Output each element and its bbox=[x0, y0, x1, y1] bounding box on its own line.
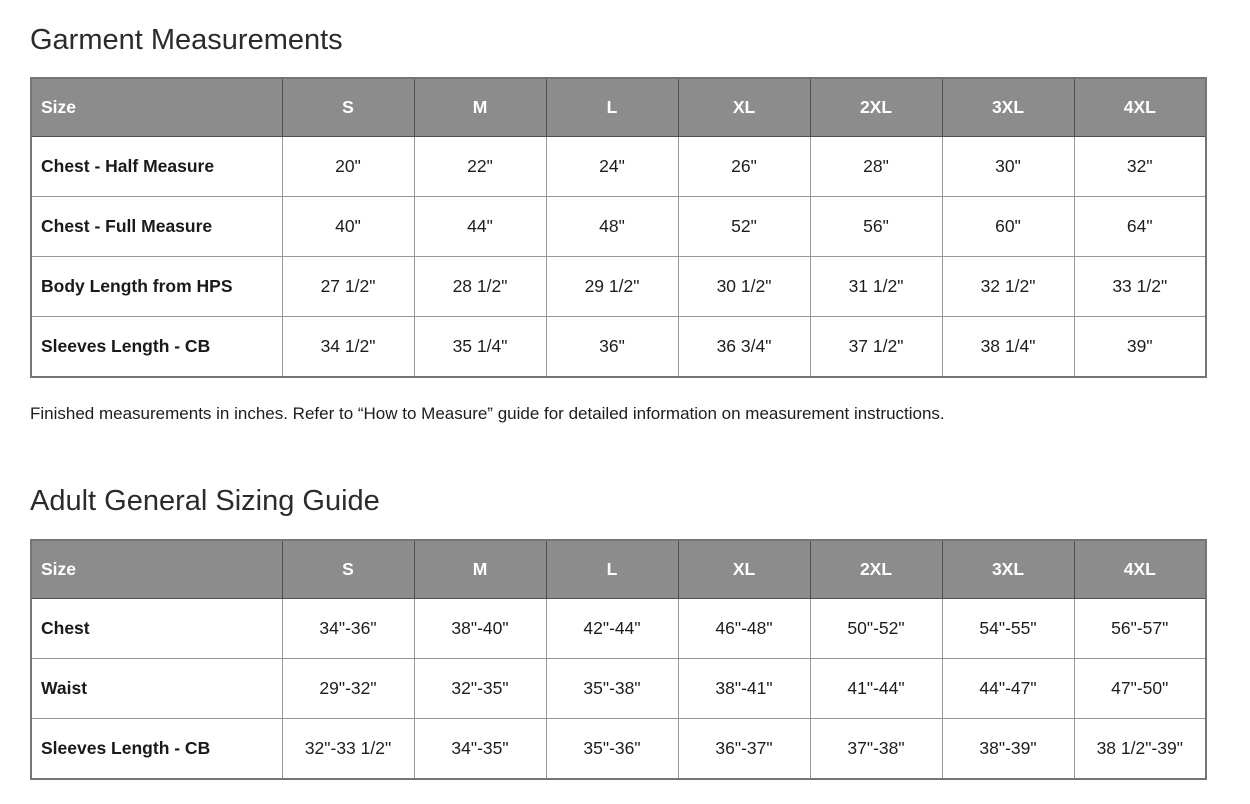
table-cell: 44" bbox=[414, 197, 546, 257]
table-cell: 64" bbox=[1074, 197, 1206, 257]
table-cell: 24" bbox=[546, 137, 678, 197]
table-cell: 50"-52" bbox=[810, 598, 942, 658]
table-row-chest bbox=[31, 598, 1206, 658]
column-header-s: S bbox=[282, 540, 414, 599]
row-label: Chest - Half Measure bbox=[31, 137, 282, 197]
table-cell: 35"-36" bbox=[546, 718, 678, 779]
table-cell: 41"-44" bbox=[810, 658, 942, 718]
row-label: Body Length from HPS bbox=[31, 257, 282, 317]
table-cell: 30" bbox=[942, 137, 1074, 197]
column-header-4xl: 4XL bbox=[1074, 540, 1206, 599]
table-cell: 34"-36" bbox=[282, 598, 414, 658]
table-cell: 27 1/2" bbox=[282, 257, 414, 317]
table-cell: 34"-35" bbox=[414, 718, 546, 779]
table-cell: 37 1/2" bbox=[810, 317, 942, 378]
table-cell: 38 1/2"-39" bbox=[1074, 718, 1206, 779]
column-header-m: M bbox=[414, 78, 546, 137]
column-header-4xl: 4XL bbox=[1074, 78, 1206, 137]
table-cell: 32" bbox=[1074, 137, 1206, 197]
column-header-xl: XL bbox=[678, 540, 810, 599]
table-cell: 29 1/2" bbox=[546, 257, 678, 317]
column-header-2xl: 2XL bbox=[810, 78, 942, 137]
column-header-l: L bbox=[546, 540, 678, 599]
table-cell: 33 1/2" bbox=[1074, 257, 1206, 317]
table-cell: 38"-39" bbox=[942, 718, 1074, 779]
table-cell: 44"-47" bbox=[942, 658, 1074, 718]
table-cell: 29"-32" bbox=[282, 658, 414, 718]
table-cell: 38"-40" bbox=[414, 598, 546, 658]
table-cell: 46"-48" bbox=[678, 598, 810, 658]
table-row-chest-full bbox=[31, 197, 1206, 257]
table-cell: 32"-35" bbox=[414, 658, 546, 718]
table-cell: 54"-55" bbox=[942, 598, 1074, 658]
table-cell: 37"-38" bbox=[810, 718, 942, 779]
table-row-sleeves-length bbox=[31, 317, 1206, 378]
table-row-waist bbox=[31, 658, 1206, 718]
table-header-row bbox=[31, 540, 1206, 599]
table-cell: 35"-38" bbox=[546, 658, 678, 718]
table-header-row bbox=[31, 78, 1206, 137]
table-cell: 20" bbox=[282, 137, 414, 197]
table-cell: 47"-50" bbox=[1074, 658, 1206, 718]
table-cell: 30 1/2" bbox=[678, 257, 810, 317]
table-cell: 36 3/4" bbox=[678, 317, 810, 378]
column-header-xl: XL bbox=[678, 78, 810, 137]
table-row-body-length bbox=[31, 257, 1206, 317]
adult-sizing-guide-table bbox=[30, 539, 1207, 780]
table-cell: 22" bbox=[414, 137, 546, 197]
column-header-m: M bbox=[414, 540, 546, 599]
table-cell: 38 1/4" bbox=[942, 317, 1074, 378]
column-header-3xl: 3XL bbox=[942, 540, 1074, 599]
column-header-s: S bbox=[282, 78, 414, 137]
table-cell: 52" bbox=[678, 197, 810, 257]
column-header-size: Size bbox=[31, 78, 282, 137]
table-cell: 36"-37" bbox=[678, 718, 810, 779]
table-cell: 48" bbox=[546, 197, 678, 257]
row-label: Sleeves Length - CB bbox=[31, 317, 282, 378]
column-header-l: L bbox=[546, 78, 678, 137]
garment-measurements-table bbox=[30, 77, 1207, 378]
table-cell: 26" bbox=[678, 137, 810, 197]
table-row-chest-half bbox=[31, 137, 1206, 197]
table-cell: 36" bbox=[546, 317, 678, 378]
table-cell: 35 1/4" bbox=[414, 317, 546, 378]
column-header-size: Size bbox=[31, 540, 282, 599]
table-cell: 34 1/2" bbox=[282, 317, 414, 378]
garment-measurements-title: Garment Measurements bbox=[30, 24, 343, 56]
measurement-note: Finished measurements in inches. Refer to “How to Measure” guide for detailed information on measurement instructions. bbox=[30, 404, 945, 424]
table-cell: 56"-57" bbox=[1074, 598, 1206, 658]
table-row-sleeves-length bbox=[31, 718, 1206, 779]
table-cell: 40" bbox=[282, 197, 414, 257]
row-label: Chest - Full Measure bbox=[31, 197, 282, 257]
table-cell: 38"-41" bbox=[678, 658, 810, 718]
table-cell: 32"-33 1/2" bbox=[282, 718, 414, 779]
table-cell: 56" bbox=[810, 197, 942, 257]
row-label: Sleeves Length - CB bbox=[31, 718, 282, 779]
table-cell: 28 1/2" bbox=[414, 257, 546, 317]
column-header-3xl: 3XL bbox=[942, 78, 1074, 137]
table-cell: 39" bbox=[1074, 317, 1206, 378]
row-label: Waist bbox=[31, 658, 282, 718]
table-cell: 42"-44" bbox=[546, 598, 678, 658]
table-cell: 60" bbox=[942, 197, 1074, 257]
column-header-2xl: 2XL bbox=[810, 540, 942, 599]
table-cell: 32 1/2" bbox=[942, 257, 1074, 317]
row-label: Chest bbox=[31, 598, 282, 658]
table-cell: 28" bbox=[810, 137, 942, 197]
adult-sizing-guide-title: Adult General Sizing Guide bbox=[30, 485, 380, 518]
table-cell: 31 1/2" bbox=[810, 257, 942, 317]
